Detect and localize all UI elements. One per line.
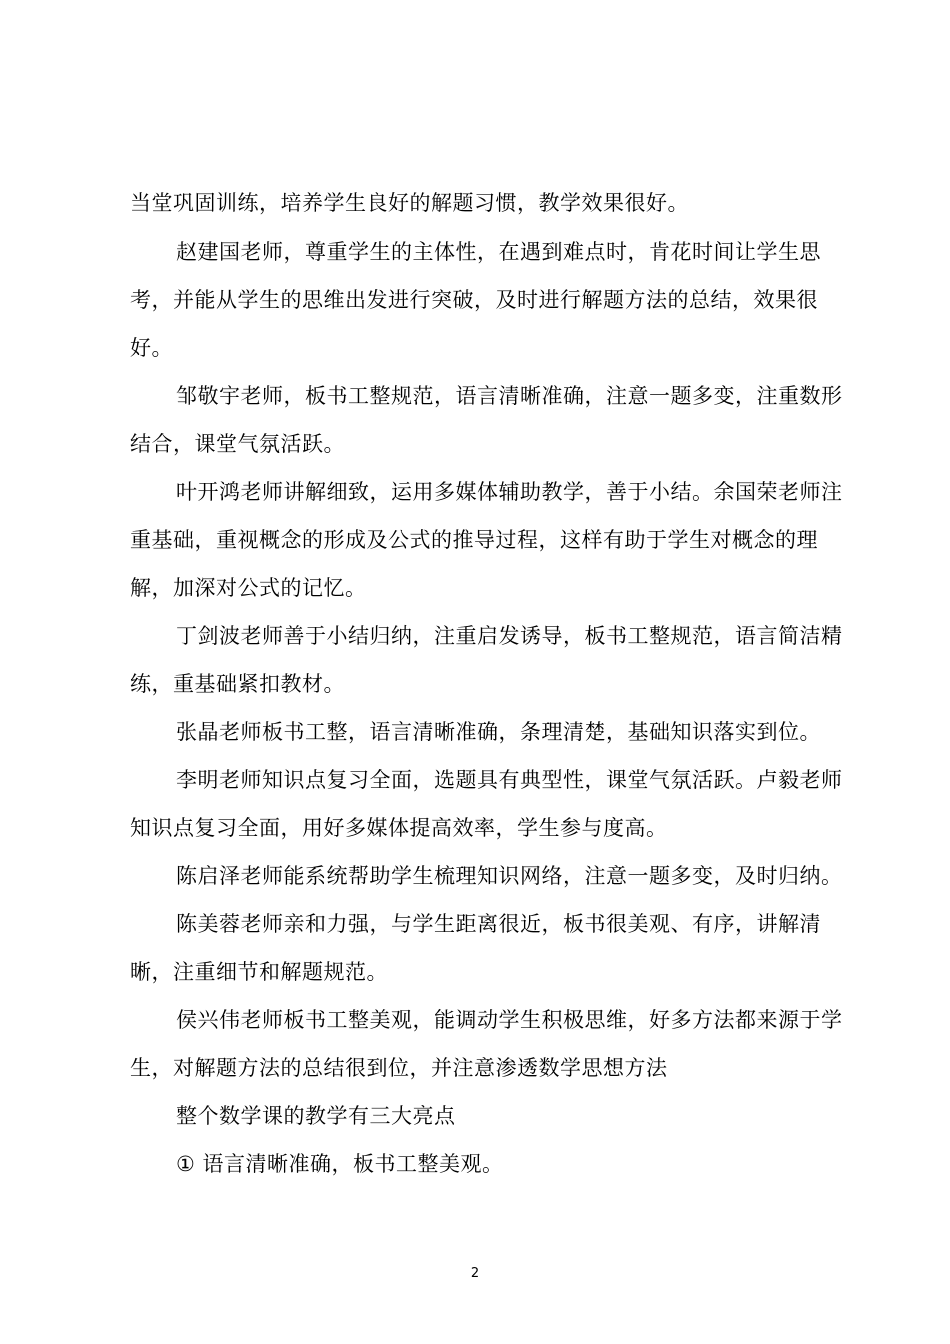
paragraph-chen-meirong: 陈美蓉老师亲和力强，与学生距离很近，板书很美观、有序，讲解清晰，注重细节和解题规范。 [130, 912, 821, 984]
paragraph-highlight-one: ① 语言清晰准确，板书工整美观。 [176, 1152, 504, 1176]
paragraph-hou-xingwei: 侯兴伟老师板书工整美观，能调动学生积极思维，好多方法都来源于学生，对解题方法的总结很到位，并注意渗透数学思想方法 [130, 1008, 843, 1080]
paragraph-zhang-jing: 张晶老师板书工整，语言清晰准确，条理清楚，基础知识落实到位。 [176, 720, 821, 744]
paragraph-ding-jianbo: 丁剑波老师善于小结归纳，注重启发诱导，板书工整规范，语言简洁精练，重基础紧扣教材。 [130, 624, 843, 696]
paragraph-zou-jingyu: 邹敬宇老师，板书工整规范，语言清晰准确，注意一题多变，注重数形结合，课堂气氛活跃。 [130, 384, 843, 456]
page-number: 2 [470, 1266, 480, 1281]
paragraph-continuation: 当堂巩固训练，培养学生良好的解题习惯，教学效果很好。 [130, 191, 689, 215]
paragraph-highlights-intro: 整个数学课的教学有三大亮点 [176, 1104, 456, 1128]
paragraph-li-ming: 李明老师知识点复习全面，选题具有典型性，课堂气氛活跃。卢毅老师知识点复习全面，用好多媒体提高效率，学生参与度高。 [130, 768, 843, 840]
paragraph-zhao-jianguo: 赵建国老师，尊重学生的主体性，在遇到难点时，肯花时间让学生思考，并能从学生的思维出发进行突破，及时进行解题方法的总结，效果很好。 [130, 240, 821, 360]
paragraph-chen-qize: 陈启泽老师能系统帮助学生梳理知识网络，注意一题多变，及时归纳。 [176, 864, 843, 888]
paragraph-ye-kaihong: 叶开鸿老师讲解细致，运用多媒体辅助教学，善于小结。余国荣老师注重基础，重视概念的形成及公式的推导过程，这样有助于学生对概念的理解，加深对公式的记忆。 [130, 480, 843, 600]
